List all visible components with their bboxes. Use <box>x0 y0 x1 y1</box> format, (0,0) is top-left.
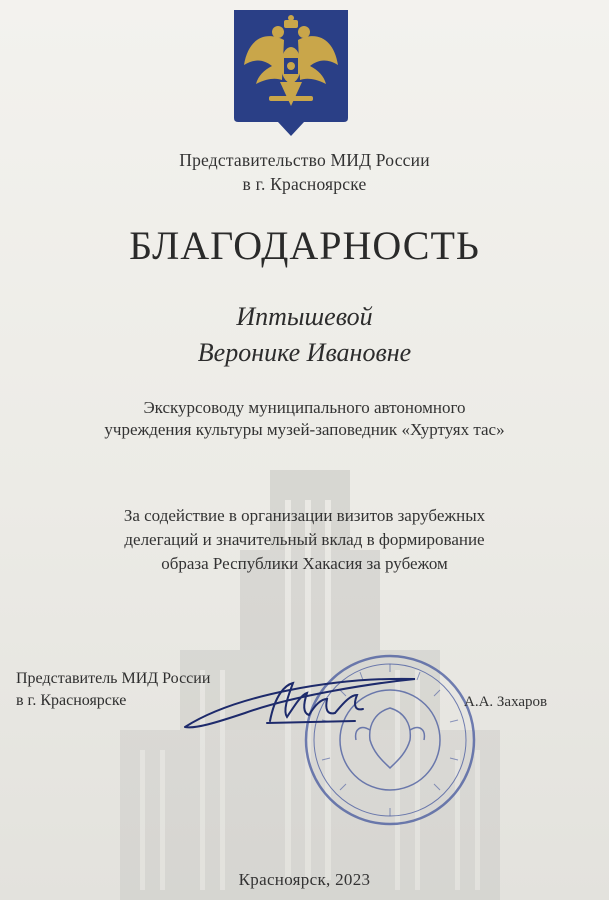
position-line-1: Экскурсоводу муниципального автономного <box>143 398 466 417</box>
reason-line-1: За содействие в организации визитов зарубежных <box>123 506 486 525</box>
reason-line-3: образа Республики Хакасия за рубежом <box>161 554 448 573</box>
recipient-surname: Иптышевой <box>236 302 373 331</box>
mfa-emblem-icon <box>234 10 348 138</box>
signatory-name: А.А. Захаров <box>464 694 548 710</box>
document-title: БЛАГОДАРНОСТЬ <box>129 223 480 268</box>
organization-line-1: Представительство МИД России <box>179 150 430 170</box>
recipient-given-names: Веронике Ивановне <box>197 338 412 367</box>
signatory-role-line-1: Представитель МИД России <box>16 670 211 687</box>
handwritten-signature <box>175 665 435 755</box>
city-and-year: Красноярск, 2023 <box>238 870 371 889</box>
position-line-2: учреждения культуры музей-заповедник «Хуртуях тас» <box>104 420 505 439</box>
reason-line-2: делегаций и значительный вклад в формирование <box>124 530 485 549</box>
organization-line-2: в г. Красноярске <box>242 174 367 194</box>
signatory-role-line-2: в г. Красноярске <box>16 692 127 709</box>
